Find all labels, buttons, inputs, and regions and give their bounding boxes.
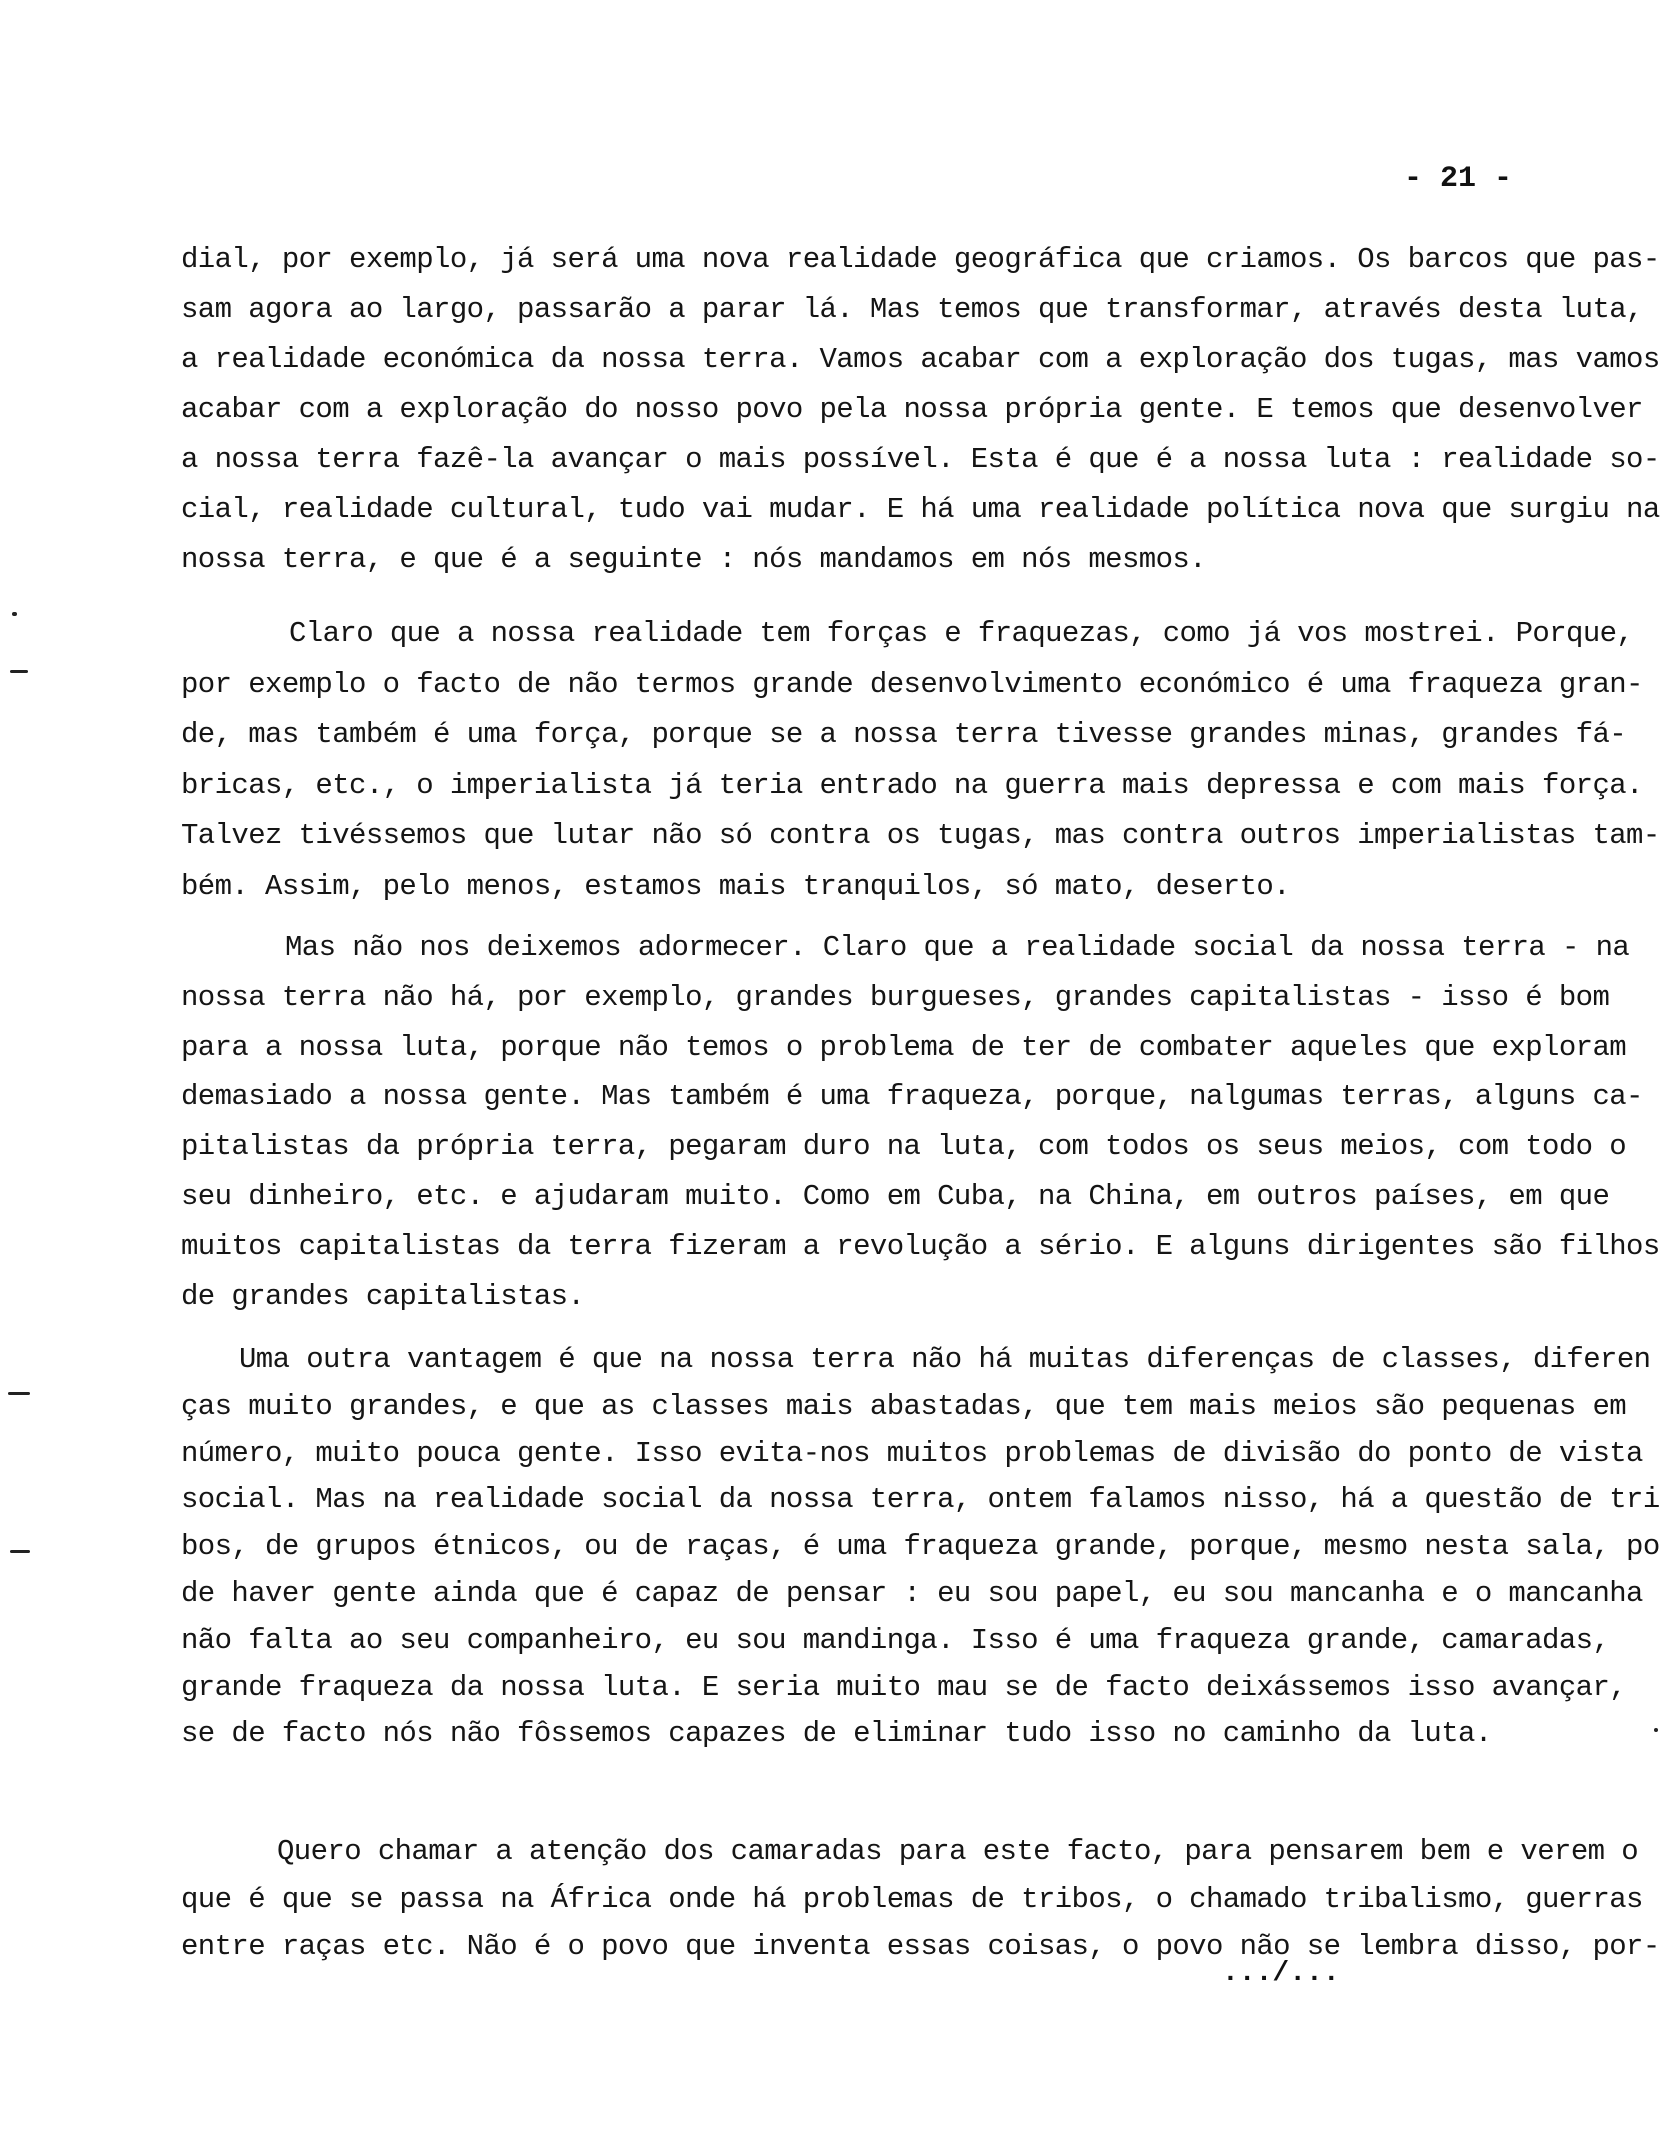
text-line: não falta ao seu companheiro, eu sou mandinga. Isso é uma fraqueza grande, camaradas,: [181, 1623, 1610, 1657]
text-line: bricas, etc., o imperialista já teria entrado na guerra mais depressa e com mais força.: [181, 768, 1643, 802]
text-line: Quero chamar a atenção dos camaradas para este facto, para pensarem bem e verem o: [277, 1835, 1639, 1868]
text-line: entre raças etc. Não é o povo que inventa essas coisas, o povo não se lembra disso, por-: [181, 1930, 1660, 1963]
margin-speck: [1654, 1728, 1658, 1732]
text-line: social. Mas na realidade social da nossa terra, ontem falamos nisso, há a questão de tri: [181, 1483, 1660, 1517]
text-line: número, muito pouca gente. Isso evita-nos muitos problemas de divisão do ponto de vista: [181, 1436, 1643, 1470]
text-line: de grandes capitalistas.: [181, 1279, 585, 1313]
text-line: cial, realidade cultural, tudo vai mudar. E há uma realidade política nova que surgiu na: [181, 493, 1660, 526]
text-line: bos, de grupos étnicos, ou de raças, é uma fraqueza grande, porque, mesmo nesta sala, po: [181, 1530, 1660, 1564]
text-line: de, mas também é uma força, porque se a nossa terra tivesse grandes minas, grandes fá-: [181, 718, 1627, 751]
continuation-mark: .../...: [1222, 1958, 1340, 1989]
text-line: seu dinheiro, etc. e ajudaram muito. Como em Cuba, na China, em outros países, em que: [181, 1180, 1610, 1213]
text-line: sam agora ao largo, passarão a parar lá. Mas temos que transformar, através desta luta,: [181, 293, 1643, 326]
text-line: acabar com a exploração do nosso povo pela nossa própria gente. E temos que desenvolver: [181, 393, 1643, 426]
text-line: nossa terra não há, por exemplo, grandes burgueses, grandes capitalistas - isso é bom: [181, 980, 1610, 1014]
text-line: Mas não nos deixemos adormecer. Claro que a realidade social da nossa terra - na: [285, 931, 1630, 964]
text-line: a nossa terra fazê-la avançar o mais possível. Esta é que é a nossa luta : realidade so-: [181, 443, 1660, 476]
text-line: demasiado a nossa gente. Mas também é uma fraqueza, porque, nalgumas terras, alguns ca-: [181, 1080, 1643, 1114]
margin-speck: [10, 670, 28, 673]
text-line: para a nossa luta, porque não temos o problema de ter de combater aqueles que exploram: [181, 1030, 1627, 1064]
text-line: nossa terra, e que é a seguinte : nós mandamos em nós mesmos.: [181, 543, 1206, 576]
text-line: muitos capitalistas da terra fizeram a revolução a sério. E alguns dirigentes são filhos: [181, 1229, 1660, 1263]
margin-speck: [8, 1392, 30, 1395]
text-line: por exemplo o facto de não termos grande desenvolvimento económico é uma fraqueza gran-: [181, 667, 1643, 701]
page-number: - 21 -: [1404, 162, 1513, 196]
text-line: grande fraqueza da nossa luta. E seria muito mau se de facto deixássemos isso avançar,: [181, 1670, 1627, 1704]
text-line: de haver gente ainda que é capaz de pensar : eu sou papel, eu sou mancanha e o mancanha: [181, 1577, 1643, 1610]
text-line: dial, por exemplo, já será uma nova realidade geográfica que criamos. Os barcos que pas-: [181, 243, 1660, 276]
text-line: Talvez tivéssemos que lutar não só contra os tugas, mas contra outros imperialistas tam-: [181, 819, 1660, 852]
margin-speck: [12, 612, 17, 616]
text-line: a realidade económica da nossa terra. Vamos acabar com a exploração dos tugas, mas vamos: [181, 343, 1660, 376]
text-line: pitalistas da própria terra, pegaram duro na luta, com todos os seus meios, com todo o: [181, 1130, 1627, 1164]
text-line: bém. Assim, pelo menos, estamos mais tranquilos, só mato, deserto.: [181, 869, 1290, 903]
text-line: se de facto nós não fôssemos capazes de eliminar tudo isso no caminho da luta.: [181, 1717, 1492, 1751]
text-line: ças muito grandes, e que as classes mais abastadas, que tem mais meios são pequenas em: [181, 1389, 1627, 1423]
margin-speck: [10, 1550, 30, 1553]
text-line: Claro que a nossa realidade tem forças e fraquezas, como já vos mostrei. Porque,: [289, 617, 1634, 650]
text-line: que é que se passa na África onde há problemas de tribos, o chamado tribalismo, guerras: [181, 1882, 1643, 1916]
text-line: Uma outra vantagem é que na nossa terra não há muitas diferenças de classes, diferen: [239, 1343, 1651, 1376]
